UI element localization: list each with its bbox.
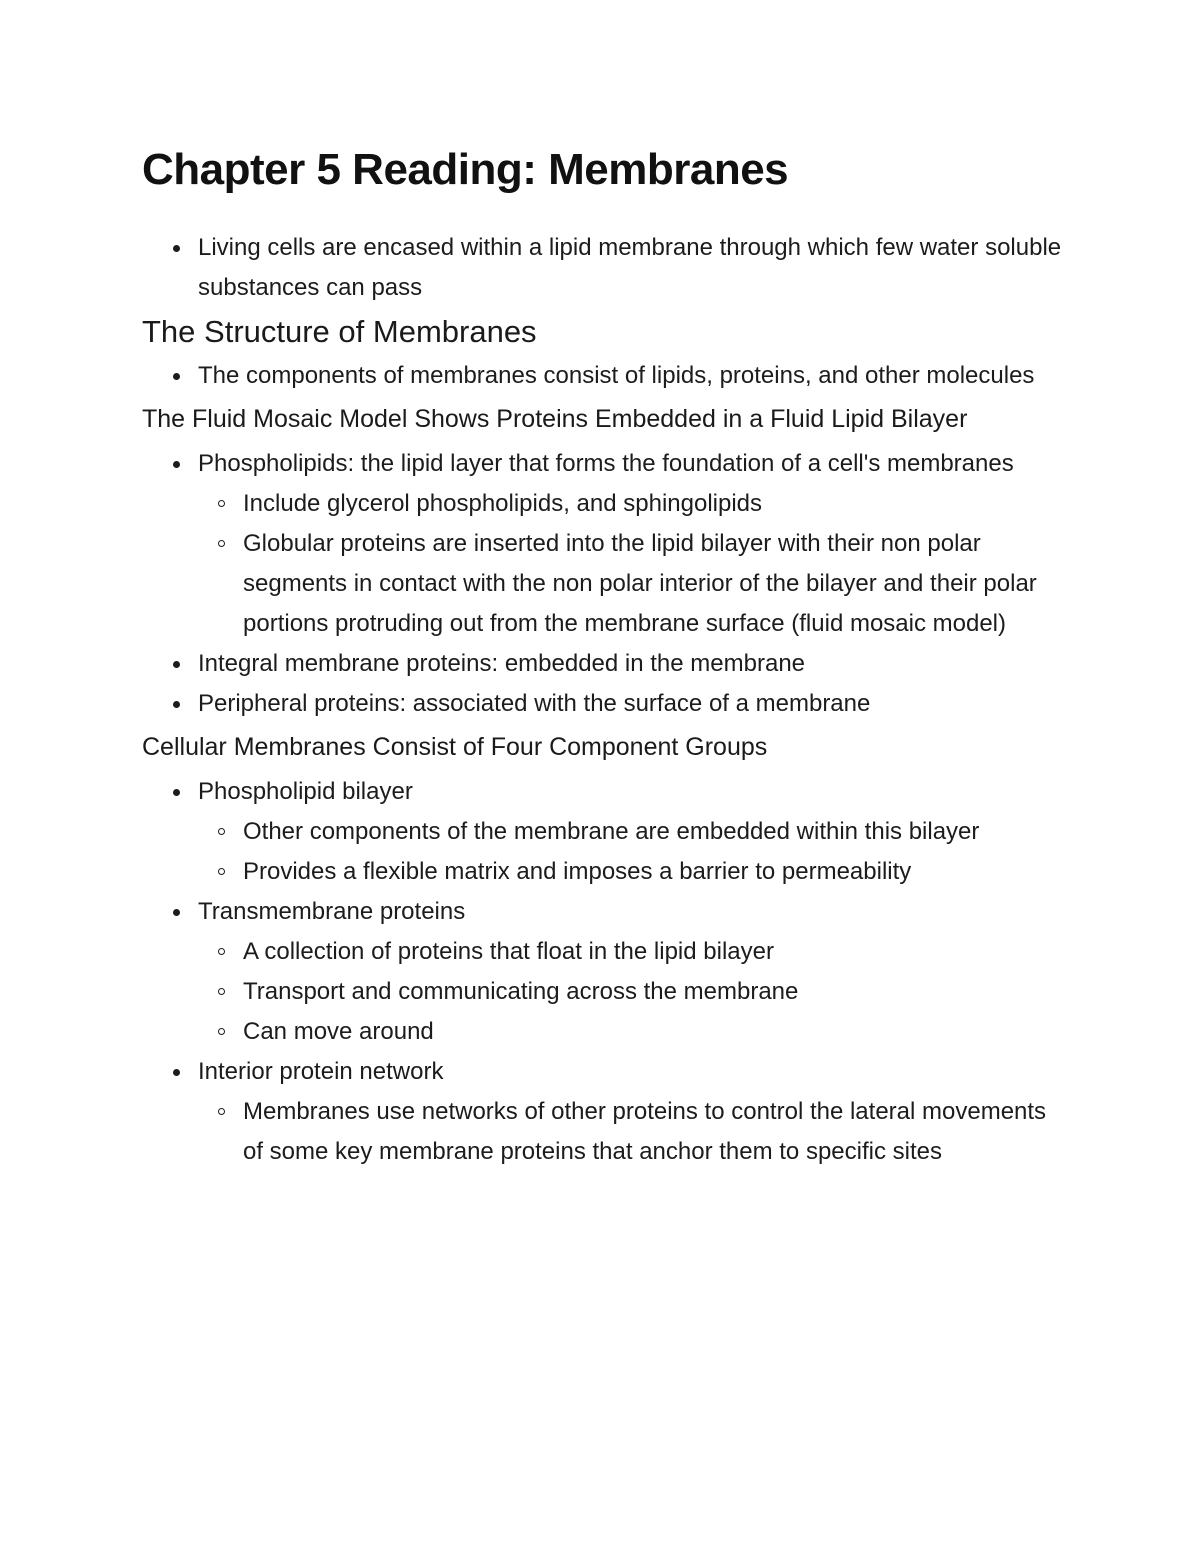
list-item: Transmembrane proteins A collection of proteins that float in the lipid bilayer Transport and communicating across the membrane Can move around xyxy=(198,892,1062,1052)
bullet-circle-icon xyxy=(218,948,225,955)
list-item: Phospholipids: the lipid layer that forms the foundation of a cell's membranes Include glycerol phospholipids, and sphingolipids Globular proteins are inserted into the lipid bilayer with their non polar segments in contact with the non polar interior of the bilayer and their polar portions protruding out from the membrane surface (fluid mosaic model) xyxy=(198,444,1062,644)
bullet-dot-icon xyxy=(173,245,180,252)
bullet-dot-icon xyxy=(173,661,180,668)
intro-list xyxy=(198,228,1062,308)
sub-list-item: Provides a flexible matrix and imposes a barrier to permeability xyxy=(243,852,1062,892)
sub-list-item: A collection of proteins that float in the lipid bilayer xyxy=(243,932,1062,972)
bullet-circle-icon xyxy=(218,868,225,875)
bullet-circle-icon xyxy=(218,1108,225,1115)
bullet-dot-icon xyxy=(173,789,180,796)
sub-list-item: Include glycerol phospholipids, and sphingolipids xyxy=(243,484,1062,524)
sub-list xyxy=(243,932,1062,1052)
list-item: Peripheral proteins: associated with the surface of a membrane xyxy=(198,684,1062,724)
section1-list xyxy=(198,356,1062,396)
bullet-dot-icon xyxy=(173,461,180,468)
bullet-circle-icon xyxy=(218,540,225,547)
bullet-circle-icon xyxy=(218,828,225,835)
subsection-heading-fluid-mosaic: The Fluid Mosaic Model Shows Proteins Embedded in a Fluid Lipid Bilayer xyxy=(142,405,968,433)
section2-list xyxy=(198,444,1062,724)
list-item: The components of membranes consist of lipids, proteins, and other molecules xyxy=(198,356,1062,396)
list-item: Phospholipid bilayer Other components of the membrane are embedded within this bilayer Provides a flexible matrix and imposes a barrier to permeability xyxy=(198,772,1062,892)
list-item: Integral membrane proteins: embedded in the membrane xyxy=(198,644,1062,684)
bullet-dot-icon xyxy=(173,373,180,380)
sub-list xyxy=(243,484,1062,644)
bullet-circle-icon xyxy=(218,988,225,995)
sub-list xyxy=(243,812,1062,892)
section-heading-structure: The Structure of Membranes xyxy=(142,314,537,349)
list-item: Interior protein network Membranes use networks of other proteins to control the lateral movements of some key membrane proteins that anchor them to specific sites xyxy=(198,1052,1062,1172)
bullet-dot-icon xyxy=(173,701,180,708)
list-item: Living cells are encased within a lipid membrane through which few water soluble substances can pass xyxy=(198,228,1062,308)
bullet-dot-icon xyxy=(173,909,180,916)
bullet-dot-icon xyxy=(173,1069,180,1076)
sub-list-item: Globular proteins are inserted into the lipid bilayer with their non polar segments in contact with the non polar interior of the bilayer and their polar portions protruding out from the membrane surface (fluid mosaic model) xyxy=(243,524,1062,644)
document-body xyxy=(142,138,1062,1172)
sub-list-item: Can move around xyxy=(243,1012,1062,1052)
subsection-heading-component-groups: Cellular Membranes Consist of Four Component Groups xyxy=(142,733,768,761)
sub-list-item: Membranes use networks of other proteins to control the lateral movements of some key membrane proteins that anchor them to specific sites xyxy=(243,1092,1062,1172)
sub-list xyxy=(243,1092,1062,1172)
page-title: Chapter 5 Reading: Membranes xyxy=(142,145,789,194)
bullet-circle-icon xyxy=(218,1028,225,1035)
section3-list xyxy=(198,772,1062,1172)
sub-list-item: Transport and communicating across the membrane xyxy=(243,972,1062,1012)
bullet-circle-icon xyxy=(218,500,225,507)
sub-list-item: Other components of the membrane are embedded within this bilayer xyxy=(243,812,1062,852)
